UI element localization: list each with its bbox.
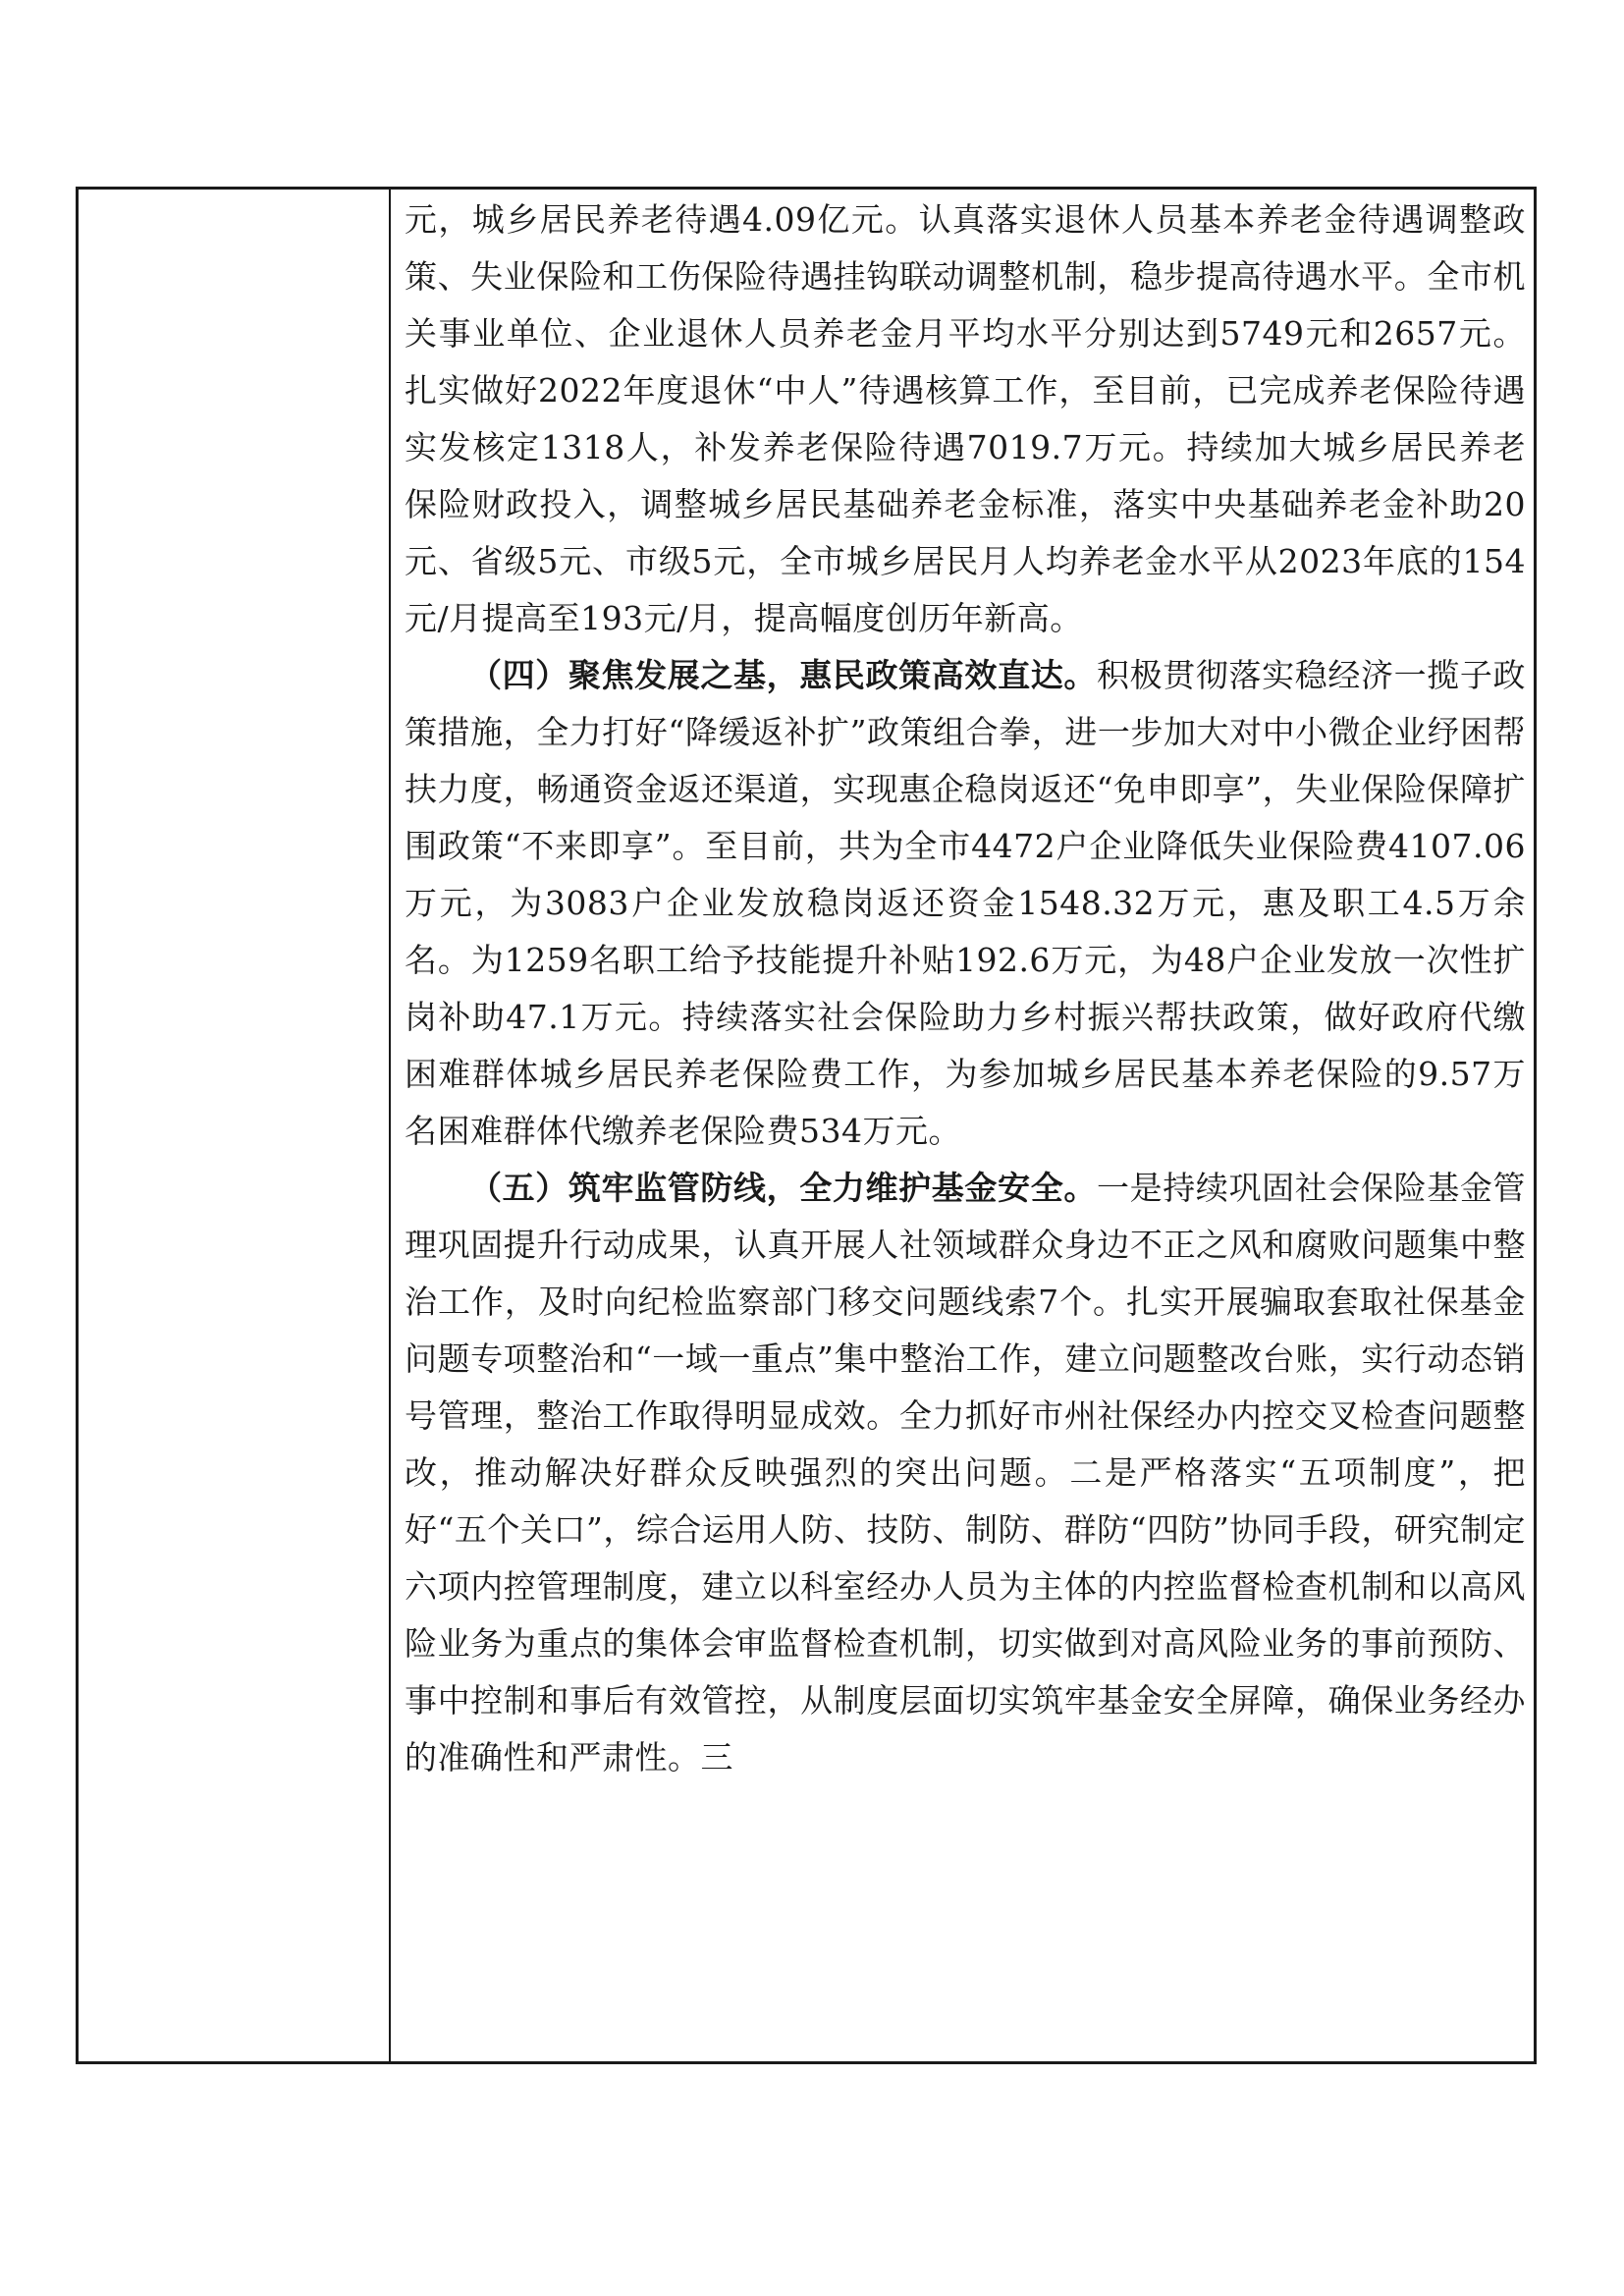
paragraph-text: 一是持续巩固社会保险基金管理巩固提升行动成果，认真开展人社领域群众身边不正之风和腐败问题集中整治工作，及时向纪检监察部门移交问题线索7个。扎实开展骗取套取社保基金问题专项整治和“一域一重点”集中整治工作，建立问题整改台账，实行动态销号管理，整治工作取得明显成效。全力抓好市州社保经办内控交叉检查问题整改，推动解决好群众反映强烈的突出问题。二是严格落实“五项制度”，把好“五个关口”，综合运用人防、技防、制防、群防“四防”协同手段，研究制定六项内控管理制度，建立以科室经办人员为主体的内控监督检查机制和以高风险业务为重点的集体会审监督检查机制，切实做到对高风险业务的事前预防、事中控制和事后有效管控，从制度层面切实筑牢基金安全屏障，确保业务经办的准确性和严肃性。三 xyxy=(405,1169,1527,1777)
table-content-cell xyxy=(391,190,1534,2061)
paragraph-section-four xyxy=(405,647,1526,1160)
table-left-cell xyxy=(79,190,391,2061)
paragraph-text: 元，城乡居民养老待遇4.09亿元。认真落实退休人员基本养老金待遇调整政策、失业保险和工伤保险待遇挂钩联动调整机制，稳步提高待遇水平。全市机关事业单位、企业退休人员养老金月平均水平分别达到5749元和2657元。扎实做好2022年度退休“中人”待遇核算工作，至目前，已完成养老保险待遇实发核定1318人，补发养老保险待遇7019.7万元。持续加大城乡居民养老保险财政投入，调整城乡居民基础养老金标准，落实中央基础养老金补助20元、省级5元、市级5元，全市城乡居民月人均养老金水平从2023年底的154元/月提高至193元/月，提高幅度创历年新高。 xyxy=(405,200,1526,637)
paragraph-continued xyxy=(405,191,1526,647)
section-heading: （五）筑牢监管防线，全力维护基金安全。 xyxy=(469,1169,1097,1207)
form-table xyxy=(76,187,1537,2064)
paragraph-section-five xyxy=(405,1160,1526,1786)
section-heading: （四）聚焦发展之基，惠民政策高效直达。 xyxy=(469,656,1097,694)
paragraph-text: 积极贯彻落实稳经济一揽子政策措施，全力打好“降缓返补扩”政策组合拳，进一步加大对中小微企业纾困帮扶力度，畅通资金返还渠道，实现惠企稳岗返还“免申即享”，失业保险保障扩围政策“不来即享”。至目前，共为全市4472户企业降低失业保险费4107.06万元，为3083户企业发放稳岗返还资金1548.32万元，惠及职工4.5万余名。为1259名职工给予技能提升补贴192.6万元，为48户企业发放一次性扩岗补助47.1万元。持续落实社会保险助力乡村振兴帮扶政策，做好政府代缴困难群体城乡居民养老保险费工作，为参加城乡居民基本养老保险的9.57万名困难群体代缴养老保险费534万元。 xyxy=(405,656,1527,1150)
